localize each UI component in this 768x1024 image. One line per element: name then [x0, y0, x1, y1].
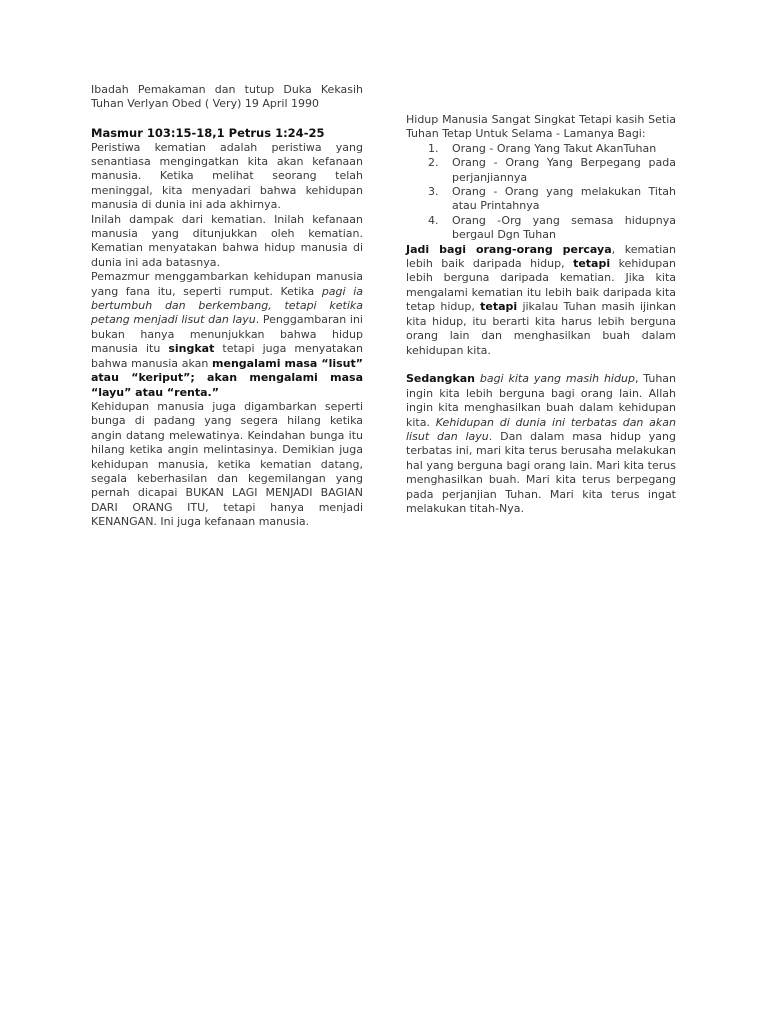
right-column: [406, 113, 676, 516]
list-number: 3.: [428, 185, 439, 199]
text: jikalau Tuhan masih ijinkan kita hidup, itu berarti kita harus lebih berguna orang lain dan menghasilkan buah dalam kehidupan kita.: [406, 300, 676, 357]
list-number: 1.: [428, 141, 439, 155]
paragraph: Inilah dampak dari kematian. Inilah kefanaan manusia yang ditunjukkan oleh kematian. Kematian menyatakan bahwa hidup manusia di dunia ini ada batasnya.: [91, 212, 363, 269]
list-item: [406, 156, 676, 185]
left-column: [91, 83, 363, 530]
list-number: 2.: [428, 156, 439, 170]
italic-text: Kehidupan di dunia ini terbatas dan akan lisut dan layu: [406, 415, 676, 443]
italic-text: pagi ia bertumbuh dan berkembang, tetapi ketika petang menjadi lisut dan layu: [91, 284, 363, 327]
list-item: [406, 185, 676, 214]
intro-paragraph: Hidup Manusia Sangat Singkat Tetapi kasih Setia Tuhan Tetap Untuk Selama - Lamanya Bagi:: [406, 113, 676, 141]
text: tetapi juga menyatakan bahwa manusia akan: [91, 342, 364, 370]
paragraph: [91, 270, 363, 400]
italic-text: bagi kita yang masih hidup: [479, 372, 635, 386]
paragraph: Peristiwa kematian adalah peristiwa yang senantiasa mengingatkan kita akan kefanaan manusia. Ketika melihat seorang telah meninggal, kita menyadari bahwa kehidupan manusia di dunia ini ada akhirnya.: [91, 140, 363, 212]
bold-text: Sedangkan: [406, 372, 475, 386]
numbered-list: [406, 142, 676, 243]
list-text: Orang -Org yang semasa hidupnya bergaul Dgn Tuhan: [452, 213, 676, 242]
list-text: Orang - Orang Yang Takut AkanTuhan: [452, 141, 657, 155]
list-item: [406, 142, 676, 156]
text: , kematian lebih baik daripada hidup,: [406, 242, 676, 271]
bold-text: singkat: [168, 342, 215, 356]
paragraph: [406, 372, 676, 516]
text: . Dan dalam masa hidup yang terbatas ini, mari kita terus berusaha melakukan hal yang berguna bagi orang lain. Mari kita terus menghasilkan buah. Mari kita terus berpegang pada perjanjian Tuhan. Mari kita terus ingat melakukan titah-Nya.: [406, 429, 676, 515]
text: , Tuhan ingin kita lebih berguna bagi orang lain. Allah ingin kita menghasilkan buah dalam kehidupan kita.: [406, 372, 677, 429]
text: kehidupan lebih berguna daripada kematian. Jika kita mengalami kematian itu lebih baik daripada kita tetap hidup,: [406, 257, 676, 314]
text: . Penggambaran ini bukan hanya menunjukkan bahwa hidup manusia itu: [91, 313, 363, 356]
scripture-heading: Masmur 103:15-18,1 Petrus 1:24-25: [91, 126, 325, 141]
paragraph: Kehidupan manusia juga digambarkan seperti bunga di padang yang segera hilang ketika angin datang melewatinya. Keindahan bunga itu hilang ketika angin melintasinya. Demikian juga kehidupan manusia, ketika kematian datang, segala keberhasilan dan kegemilangan yang pernah dicapai BUKAN LAGI MENJADI BAGIAN DARI ORANG ITU, tetapi hanya menjadi KENANGAN. Ini juga kefanaan manusia.: [91, 399, 363, 529]
bold-text: tetapi: [480, 300, 518, 314]
bold-text: Jadi bagi orang-orang percaya: [406, 242, 612, 256]
text: Pemazmur menggambarkan kehidupan manusia yang fana itu, seperti rumput. Ketika: [91, 270, 363, 298]
list-text: Orang - Orang Yang Berpegang pada perjanjiannya: [452, 156, 676, 184]
list-item: [406, 214, 676, 243]
list-text: Orang - Orang yang melakukan Titah atau Printahnya: [452, 185, 676, 213]
paragraph: [406, 243, 676, 358]
list-number: 4.: [428, 213, 439, 227]
bold-text: mengalami masa “lisut” atau “keriput”; akan mengalami masa “layu” atau “renta.”: [91, 356, 363, 399]
document-title: Ibadah Pemakaman dan tutup Duka Kekasih Tuhan Verlyan Obed ( Very) 19 April 1990: [91, 83, 363, 111]
bold-text: tetapi: [573, 257, 611, 271]
